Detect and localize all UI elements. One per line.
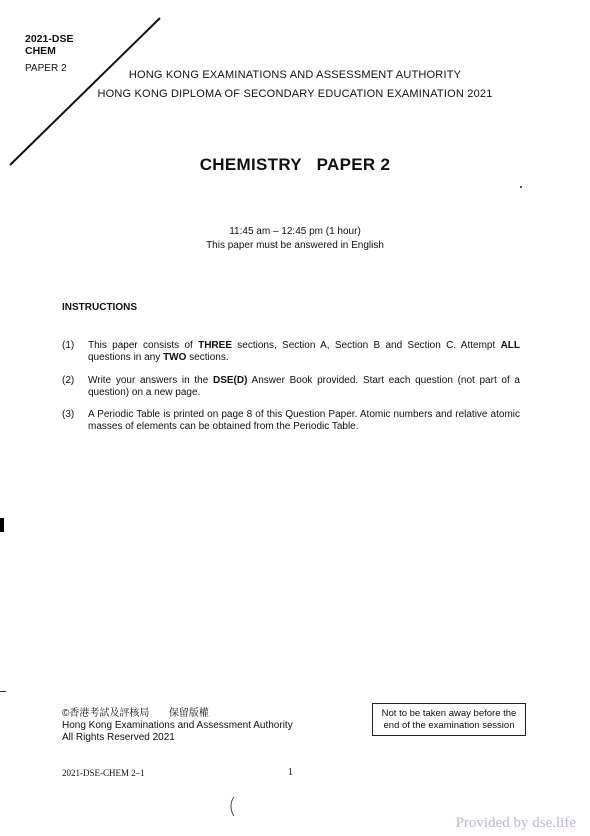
- scan-edge-dash: [0, 691, 6, 692]
- copyright-block: [62, 708, 293, 744]
- provider-watermark: Provided by dse.life: [455, 815, 576, 831]
- instruction-text: A Periodic Table is printed on page 8 of this Question Paper. Atomic numbers and relative atomic masses of elements can be obtained from the Periodic Table.: [88, 409, 520, 432]
- exam-name: HONG KONG DIPLOMA OF SECONDARY EDUCATION EXAMINATION 2021: [97, 88, 493, 100]
- scan-artifact: [228, 796, 238, 818]
- instruction-number: (1): [62, 340, 75, 351]
- scan-edge-mark: [0, 518, 4, 532]
- instruction-item-1: [62, 340, 520, 364]
- scan-speck: [520, 186, 522, 188]
- instruction-text: This paper consists of THREE sections, Section A, Section B and Section C. Attempt ALL questions in any TWO sections.: [88, 340, 521, 363]
- paper-code-subject: CHEM: [25, 45, 56, 57]
- paper-code-block: [25, 33, 73, 57]
- copyright-org: Hong Kong Examinations and Assessment Authority: [62, 720, 293, 731]
- instruction-number: (3): [62, 409, 75, 420]
- paper-code-year: 2021-DSE: [25, 33, 74, 45]
- copyright-chinese: ©香港考試及評核局 保留版權: [62, 708, 209, 719]
- page-number: 1: [288, 767, 293, 778]
- instructions-heading: INSTRUCTIONS: [62, 302, 137, 313]
- footer-paper-code: 2021-DSE-CHEM 2–1: [62, 768, 145, 778]
- instruction-number: (2): [62, 375, 75, 386]
- page-title: CHEMISTRY PAPER 2: [199, 155, 391, 174]
- take-away-notice: Not to be taken away before the end of the examination session: [372, 703, 526, 736]
- instruction-item-3: [62, 409, 520, 433]
- copyright-rights: All Rights Reserved 2021: [62, 732, 175, 743]
- authority-name: HONG KONG EXAMINATIONS AND ASSESSMENT AUTHORITY: [128, 69, 462, 81]
- instruction-item-2: [62, 375, 520, 399]
- paper-tag: PAPER 2: [25, 63, 67, 74]
- language-note: This paper must be answered in English: [206, 240, 384, 251]
- instruction-text: Write your answers in the DSE(D) Answer Book provided. Start each question (not part of a question) on a new page.: [88, 375, 520, 398]
- exam-time: 11:45 am – 12:45 pm (1 hour): [229, 226, 361, 237]
